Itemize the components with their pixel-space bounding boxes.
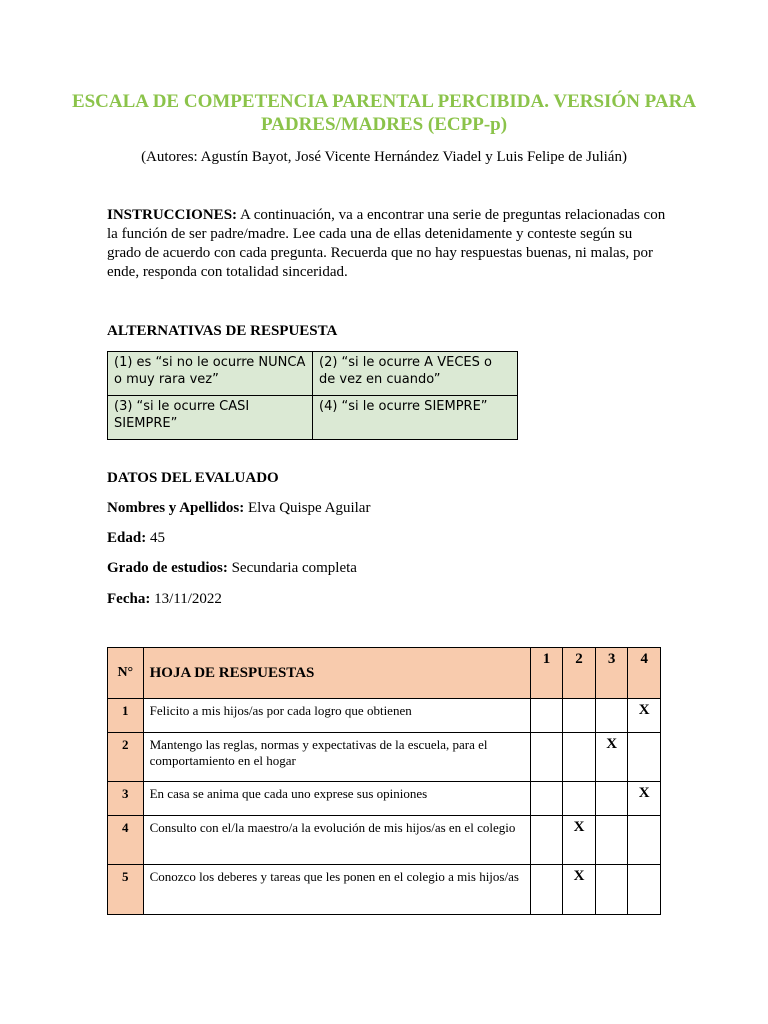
- grado-label: Grado de estudios:: [107, 560, 228, 576]
- option-header-4: 4: [628, 648, 661, 699]
- option-header-2: 2: [563, 648, 596, 699]
- field-fecha: [107, 591, 222, 608]
- row-mark-4[interactable]: [628, 733, 661, 782]
- nombre-value: Elva Quispe Aguilar: [244, 500, 371, 516]
- alternative-2: (2) “si le ocurre A VECES o de vez en cuando”: [313, 352, 518, 396]
- field-nombre: [107, 500, 370, 517]
- table-row: [108, 782, 661, 816]
- field-grado: [107, 560, 357, 577]
- row-number: 2: [108, 733, 144, 782]
- alternatives-heading: ALTERNATIVAS DE RESPUESTA: [107, 323, 338, 339]
- option-header-1: 1: [530, 648, 563, 699]
- fecha-value: 13/11/2022: [150, 591, 222, 607]
- row-mark-2[interactable]: [563, 782, 596, 816]
- row-question: Consulto con el/la maestro/a la evolución de mis hijos/as en el colegio: [143, 816, 530, 865]
- alternative-3: (3) “si le ocurre CASI SIEMPRE”: [108, 396, 313, 440]
- num-header: N°: [108, 648, 144, 699]
- fecha-label: Fecha:: [107, 591, 151, 607]
- row-mark-1[interactable]: [530, 733, 563, 782]
- table-row: [108, 816, 661, 865]
- edad-label: Edad:: [107, 530, 147, 546]
- row-mark-1[interactable]: [530, 816, 563, 865]
- row-mark-3[interactable]: [595, 699, 628, 733]
- row-number: 3: [108, 782, 144, 816]
- row-mark-3[interactable]: [595, 865, 628, 915]
- row-question: Felicito a mis hijos/as por cada logro que obtienen: [143, 699, 530, 733]
- row-question: Conozco los deberes y tareas que les ponen en el colegio a mis hijos/as: [143, 865, 530, 915]
- edad-value: 45: [146, 530, 165, 546]
- row-mark-1[interactable]: [530, 865, 563, 915]
- evaluado-heading: DATOS DEL EVALUADO: [107, 470, 279, 486]
- row-mark-2[interactable]: [563, 733, 596, 782]
- row-mark-4[interactable]: X: [628, 782, 661, 816]
- row-mark-1[interactable]: [530, 699, 563, 733]
- row-mark-2[interactable]: X: [563, 865, 596, 915]
- row-mark-1[interactable]: [530, 782, 563, 816]
- row-mark-4[interactable]: [628, 816, 661, 865]
- document-authors: (Autores: Agustín Bayot, José Vicente Hernández Viadel y Luis Felipe de Julián): [141, 149, 627, 165]
- row-number: 4: [108, 816, 144, 865]
- row-mark-3[interactable]: [595, 782, 628, 816]
- instructions-label: INSTRUCCIONES:: [107, 207, 238, 223]
- table-row: [108, 699, 661, 733]
- row-mark-4[interactable]: X: [628, 699, 661, 733]
- row-mark-3[interactable]: [595, 816, 628, 865]
- answers-title-header: HOJA DE RESPUESTAS: [143, 648, 530, 699]
- field-edad: [107, 530, 165, 547]
- alternatives-table: [107, 351, 518, 440]
- table-row: [108, 865, 661, 915]
- option-header-3: 3: [595, 648, 628, 699]
- row-mark-4[interactable]: [628, 865, 661, 915]
- row-mark-3[interactable]: X: [595, 733, 628, 782]
- nombre-label: Nombres y Apellidos:: [107, 500, 245, 516]
- alternative-4: (4) “si le ocurre SIEMPRE”: [313, 396, 518, 440]
- row-number: 1: [108, 699, 144, 733]
- document-title: ESCALA DE COMPETENCIA PARENTAL PERCIBIDA. VERSIÓN PARA PADRES/MADRES (ECPP-p): [71, 91, 697, 135]
- row-mark-2[interactable]: [563, 699, 596, 733]
- answers-table: [107, 647, 661, 915]
- row-question: En casa se anima que cada uno exprese sus opiniones: [143, 782, 530, 816]
- row-mark-2[interactable]: X: [563, 816, 596, 865]
- table-row: [108, 733, 661, 782]
- row-number: 5: [108, 865, 144, 915]
- grado-value: Secundaria completa: [227, 560, 357, 576]
- alternative-1: (1) es “si no le ocurre NUNCA o muy rara vez”: [108, 352, 313, 396]
- answers-header-row: [108, 648, 661, 699]
- instructions-paragraph: [107, 206, 667, 282]
- row-question: Mantengo las reglas, normas y expectativas de la escuela, para el comportamiento en el hogar: [143, 733, 530, 782]
- instructions-text: A continuación, va a encontrar una serie de preguntas relacionadas con la función de ser padre/madre. Lee cada una de ellas detenidamente y conteste según su grado de acuerdo con cada pregunta. Recuerda que no hay respuestas buenas, ni malas, por ende, responda con totalidad sinceridad.: [107, 207, 666, 280]
